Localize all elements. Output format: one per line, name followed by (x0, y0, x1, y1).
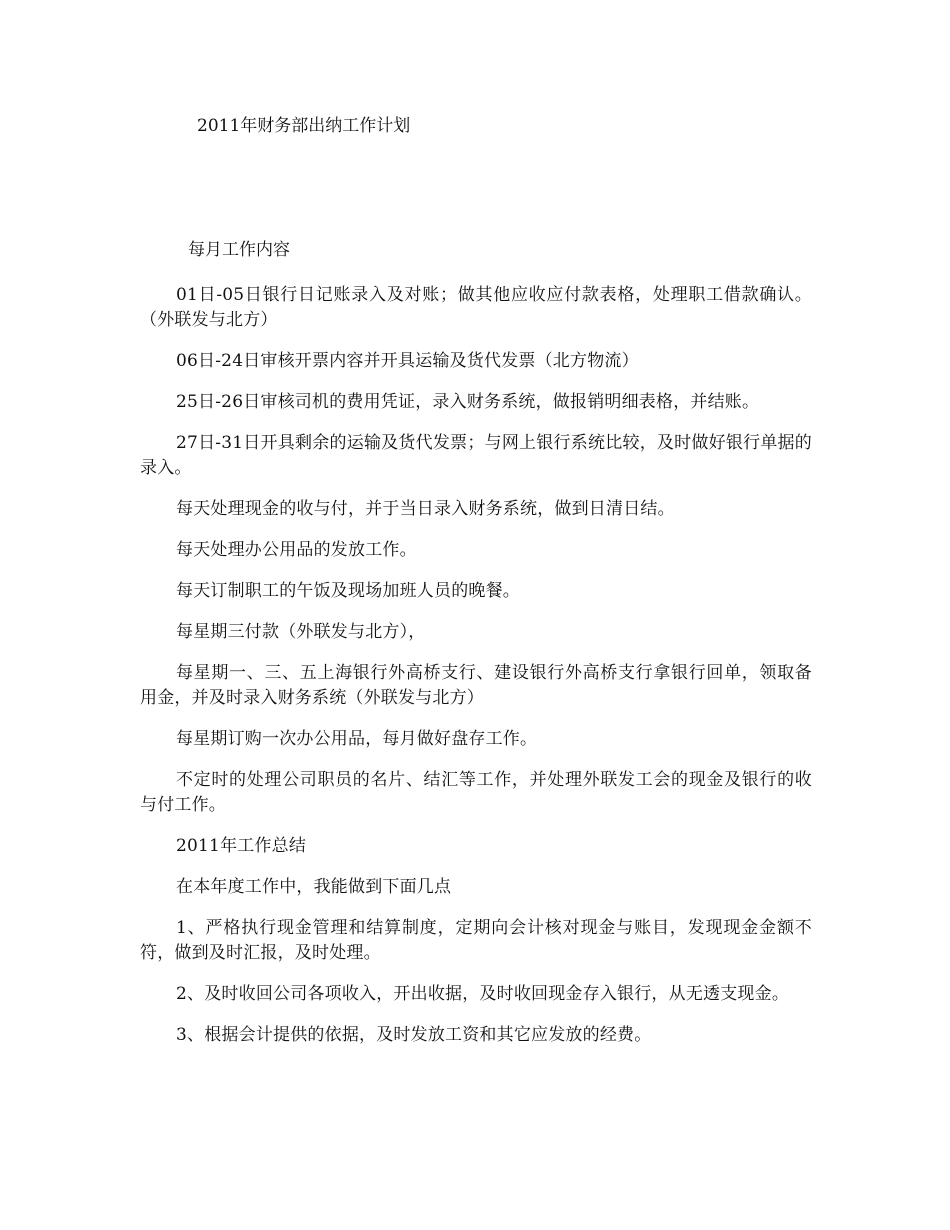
paragraph: 不定时的处理公司职员的名片、结汇等工作，并处理外联发工会的现金及银行的收与付工作。 (140, 770, 812, 815)
paragraph: 在本年度工作中，我能做到下面几点 (176, 877, 452, 897)
paragraph: 25日-26日审核司机的费用凭证，录入财务系统，做报销明细表格，并结账。 (176, 392, 760, 412)
paragraph: 每星期三付款（外联发与北方）， (176, 622, 426, 642)
section-heading-summary: 2011年工作总结 (176, 836, 307, 856)
section-heading-monthly: 每月工作内容 (188, 240, 290, 260)
paragraph: 01日-05日银行日记账录入及对账；做其他应收应付款表格，处理职工借款确认。（外联发与北方） (140, 285, 812, 330)
paragraph: 每天订制职工的午饭及现场加班人员的晚餐。 (176, 581, 520, 601)
paragraph: 27日-31日开具剩余的运输及货代发票；与网上银行系统比较，及时做好银行单据的录入。 (140, 433, 812, 478)
paragraph: 1、严格执行现金管理和结算制度，定期向会计核对现金与账目，发现现金金额不符，做到及时汇报，及时处理。 (140, 918, 812, 963)
paragraph: 3、根据会计提供的依据，及时发放工资和其它应发放的经费。 (176, 1025, 652, 1045)
paragraph: 2、及时收回公司各项收入，开出收据，及时收回现金存入银行，从无透支现金。 (176, 984, 790, 1004)
paragraph: 每星期订购一次办公用品，每月做好盘存工作。 (176, 729, 538, 749)
document-body (140, 238, 812, 1064)
paragraph: 每星期一、三、五上海银行外高桥支行、建设银行外高桥支行拿银行回单，领取备用金，并及时录入财务系统（外联发与北方） (140, 663, 812, 708)
paragraph: 每天处理办公用品的发放工作。 (176, 540, 417, 560)
paragraph: 每天处理现金的收与付，并于当日录入财务系统，做到日清日结。 (176, 499, 675, 519)
document-title: 2011年财务部出纳工作计划 (197, 116, 411, 136)
paragraph: 06日-24日审核开票内容并开具运输及货代发票（北方物流） (176, 351, 639, 371)
